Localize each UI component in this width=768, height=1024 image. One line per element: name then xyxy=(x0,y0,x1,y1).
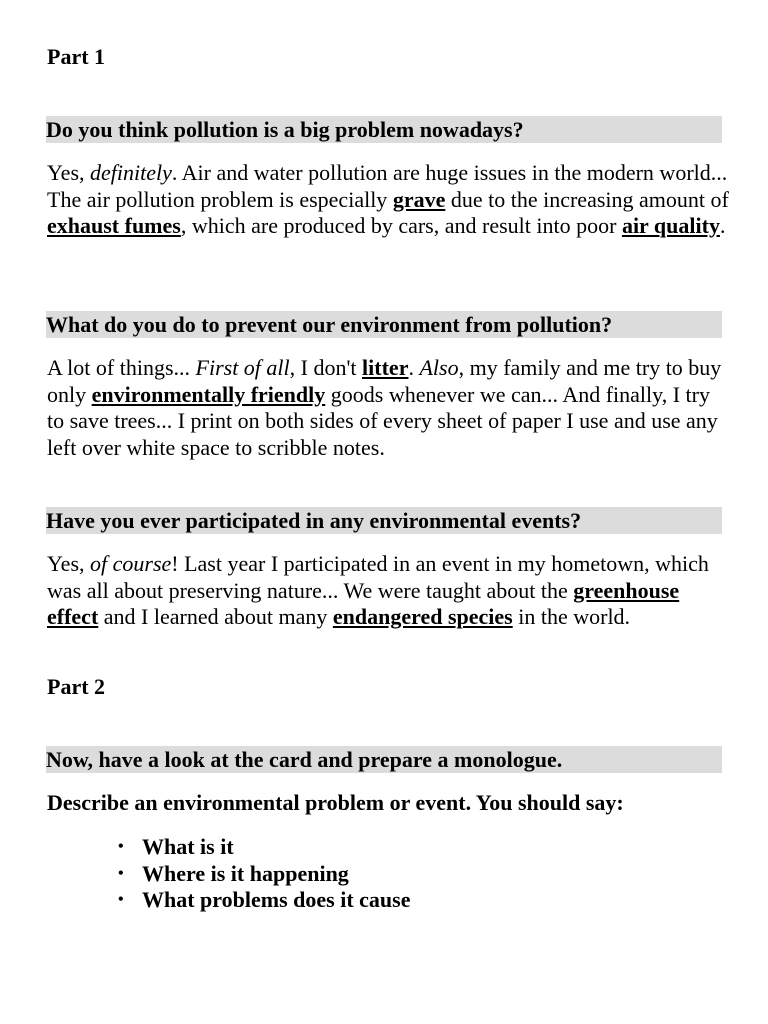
part-1-heading: Part 1 xyxy=(47,44,106,69)
bullet-item: • What problems does it cause xyxy=(142,887,411,914)
keyword-environmentally-friendly: environmentally friendly xyxy=(91,381,326,407)
bullet-item: • What is it xyxy=(142,834,411,861)
question-4: Now, have a look at the card and prepare a monologue. xyxy=(46,746,722,773)
task-prompt: Describe an environmental problem or event. You should say: xyxy=(47,790,624,815)
answer-2: A lot of things... First of all, I don't litter. Also, my family and me try to buy only environmentally friendly goods whenever we can... And finally, I try to save trees... I print on both sides of every sheet of paper I use and use any left over white space to scribble notes. xyxy=(47,355,722,460)
question-2: What do you do to prevent our environment from pollution? xyxy=(46,311,722,338)
answer-3: Yes, of course! Last year I participated in an event in my hometown, which was all about preserving nature... We were taught about the greenhouse effect and I learned about many endangered species in the world. xyxy=(47,551,709,629)
question-1: Do you think pollution is a big problem nowadays? xyxy=(46,116,722,143)
task-bullet-list xyxy=(142,834,411,914)
question-3: Have you ever participated in any environmental events? xyxy=(46,507,722,534)
keyword-exhaust-fumes: exhaust fumes xyxy=(47,213,181,238)
keyword-greenhouse-effect: greenhouse effect xyxy=(47,577,680,629)
answer-1: Yes, definitely. Air and water pollution are huge issues in the modern world... The air pollution problem is especially grave due to the increasing amount of exhaust fumes, which are produced by cars, and result into poor air quality. xyxy=(47,160,729,238)
part-2-heading: Part 2 xyxy=(47,674,106,699)
keyword-air-quality: air quality xyxy=(621,213,720,238)
keyword-grave: grave xyxy=(392,186,446,212)
keyword-litter: litter xyxy=(362,355,409,380)
bullet-item: • Where is it happening xyxy=(142,861,411,888)
keyword-endangered-species: endangered species xyxy=(332,604,513,629)
